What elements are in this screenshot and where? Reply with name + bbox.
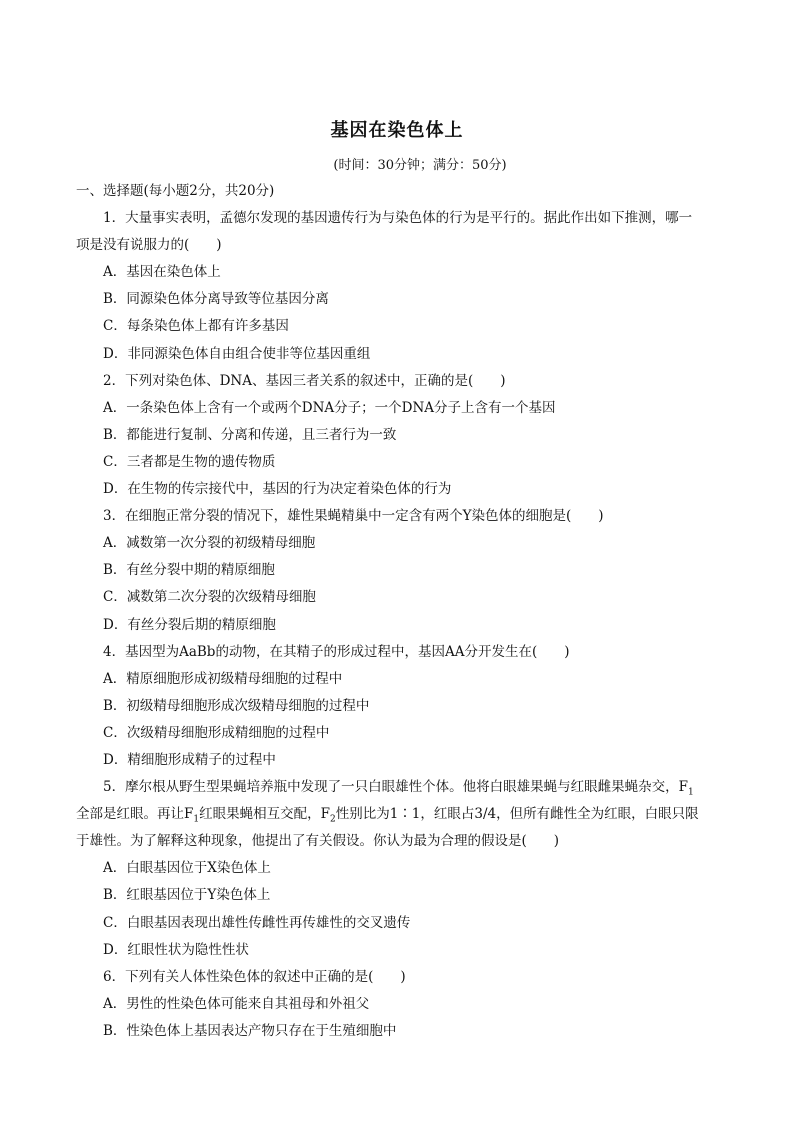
page-title: 基因在染色体上 (330, 120, 464, 141)
question-1-option-c: C．每条染色体上都有许多基因 (103, 318, 289, 335)
page-subtitle: (时间：30分钟；满分：50分) (333, 158, 507, 173)
question-2-text: 2．下列对染色体、DNA、基因三者关系的叙述中，正确的是( ) (103, 372, 506, 389)
document-body (76, 178, 722, 1045)
question-4-option-b: B．初级精母细胞形成次级精母细胞的过程中 (103, 697, 370, 714)
question-2-option-b: B．都能进行复制、分离和传递，且三者行为一致 (103, 426, 397, 443)
question-5-text-cont-2: 于雄性。为了解释这种现象，他提出了有关假设。你认为最为合理的假设是( ) (76, 833, 560, 850)
question-1-option-b: B．同源染色体分离导致等位基因分离 (103, 291, 329, 308)
question-3-option-b: B．有丝分裂中期的精原细胞 (103, 562, 275, 579)
question-1-text: 1．大量事实表明，孟德尔发现的基因遗传行为与染色体的行为是平行的。据此作出如下推测，哪一 (103, 210, 693, 227)
question-4-option-a: A．精原细胞形成初级精母细胞的过程中 (103, 670, 343, 687)
section-heading: 一、选择题(每小题2分，共20分) (76, 183, 275, 199)
question-1-text-cont: 项是没有说服力的( ) (76, 237, 222, 254)
question-5-text: 5．摩尔根从野生型果蝇培养瓶中发现了一只白眼雄性个体。他将白眼雄果蝇与红眼雌果蝇杂交，$F_1$ (103, 779, 694, 798)
question-2-option-c: C．三者都是生物的遗传物质 (103, 453, 276, 470)
question-4-option-d: D．精细胞形成精子的过程中 (103, 751, 276, 768)
question-3-option-d: D．有丝分裂后期的精原细胞 (103, 616, 276, 633)
question-5-text-cont: 全部是红眼。再让$F_1$红眼果蝇相互交配，$F_2$性别比为1∶1，红眼占3/4，但所有雌性全为红眼，白眼只限 (76, 806, 699, 825)
question-3-option-c: C．减数第二次分裂的次级精母细胞 (103, 589, 316, 606)
question-5-option-c: C．白眼基因表现出雄性传雌性再传雄性的交叉遗传 (103, 914, 411, 931)
question-1-option-a: A．基因在染色体上 (103, 264, 221, 281)
question-2-option-a: A．一条染色体上含有一个或两个DNA分子；一个DNA分子上含有一个基因 (103, 399, 556, 416)
question-2-option-d: D．在生物的传宗接代中，基因的行为决定着染色体的行为 (103, 481, 452, 498)
question-1-option-d: D．非同源染色体自由组合使非等位基因重组 (103, 345, 371, 362)
question-6-option-a: A．男性的性染色体可能来自其祖母和外祖父 (103, 995, 370, 1012)
question-5-option-d: D．红眼性状为隐性性状 (103, 941, 249, 958)
question-3-text: 3．在细胞正常分裂的情况下，雄性果蝇精巢中一定含有两个Y染色体的细胞是( ) (103, 508, 604, 525)
question-4-text: 4．基因型为AaBb的动物，在其精子的形成过程中，基因AA分开发生在( ) (103, 643, 570, 660)
question-4-option-c: C．次级精母细胞形成精细胞的过程中 (103, 724, 330, 741)
question-3-option-a: A．减数第一次分裂的初级精母细胞 (103, 535, 316, 552)
question-6-option-b: B．性染色体上基因表达产物只存在于生殖细胞中 (103, 1022, 397, 1039)
question-5-option-a: A．白眼基因位于X染色体上 (103, 860, 271, 877)
question-5-option-b: B．红眼基因位于Y染色体上 (103, 887, 271, 904)
question-6-text: 6．下列有关人体性染色体的叙述中正确的是( ) (103, 968, 406, 985)
